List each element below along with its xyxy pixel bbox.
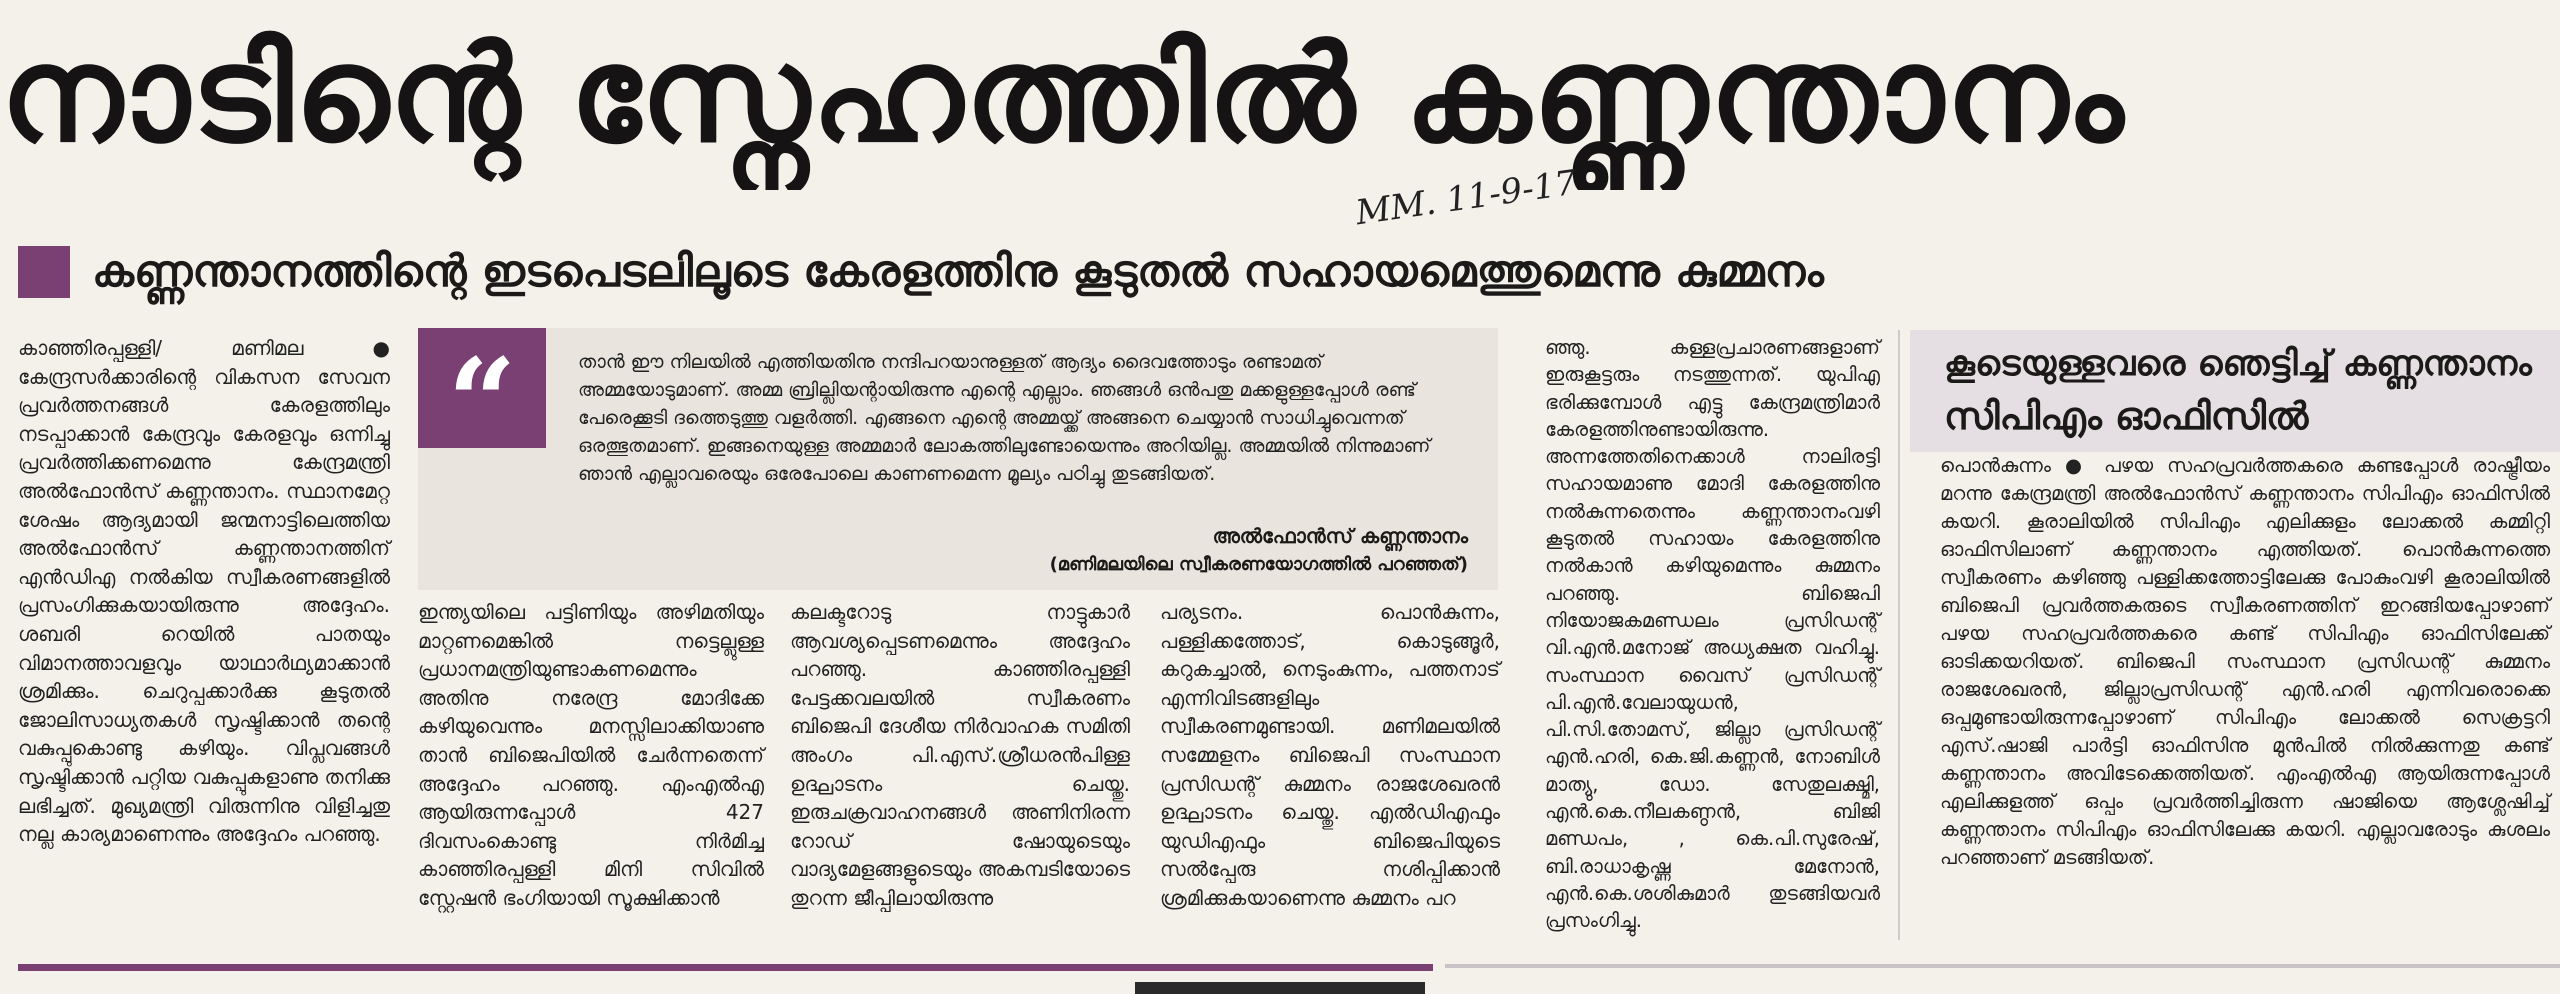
article-column-2-text: ഇന്ത്യയിലെ പട്ടിണിയും അഴിമതിയും മാറ്റണമെങ്കിൽ നട്ടെല്ലുള്ള പ്രധാനമന്ത്രിയുണ്ടാകണമെന്നും അതിനു നരേന്ദ്ര മോദിക്കേ കഴിയുവെന്നും മനസ്സിലാക്കിയാണു താൻ ബിജെപിയിൽ ചേർന്നതെന്ന് അദ്ദേഹം പറഞ്ഞു. എംഎൽഎ ആയിരുന്നപ്പോൾ 427 ദിവസംകൊണ്ടു നിർമിച്ച കാഞ്ഞിരപ്പള്ളി മിനി സിവിൽ സ്റ്റേഷൻ ഭംഗിയായി സൂക്ഷിക്കാൻ xyxy=(418,600,764,910)
sidebar-title-line-2: സിപിഎം ഓഫിസിൽ xyxy=(1944,394,2309,438)
sidebar-header xyxy=(1910,330,2560,452)
subheadline-marker xyxy=(18,246,70,298)
sidebar-body xyxy=(1940,452,2550,872)
handwritten-date-note: MM. 11-9-17 xyxy=(1353,162,1580,234)
bottom-rule-right xyxy=(1445,964,2560,968)
article-column-1-text: കാഞ്ഞിരപ്പള്ളി/ മണിമല ● കേന്ദ്രസർക്കാരിന്റെ വികസന സേവന പ്രവർത്തനങ്ങൾ കേരളത്തിലും നടപ്പാക്കാൻ കേന്ദ്രവും കേരളവും ഒന്നിച്ചു പ്രവർത്തിക്കണമെന്നു കേന്ദ്രമന്ത്രി അൽഫോൻസ് കണ്ണന്താനം. സ്ഥാനമേറ്റ ശേഷം ആദ്യമായി ജന്മനാട്ടിലെത്തിയ അൽഫോൻസ് കണ്ണന്താനത്തിന് എൻഡിഎ നൽകിയ സ്വീകരണങ്ങളിൽ പ്രസംഗിക്കുകയായിരുന്നു അദ്ദേഹം. ശബരി റെയിൽ പാതയും വിമാനത്താവളവും യാഥാർഥ്യമാക്കാൻ ശ്രമിക്കും. ചെറുപ്പക്കാർക്കു കൂടുതൽ ജോലിസാധ്യതകൾ സൃഷ്ടിക്കാൻ തന്റെ വകുപ്പുകൊണ്ടു കഴിയും. വിപ്ലവങ്ങൾ സൃഷ്ടിക്കാൻ പറ്റിയ വകുപ്പുകളാണു തനിക്കു ലഭിച്ചത്. മുഖ്യമന്ത്രി വിരുന്നിനു വിളിച്ചതു നല്ല കാര്യമാണെന്നും അദ്ദേഹം പറഞ്ഞു. xyxy=(18,336,390,847)
pull-quote-source: (മണിമലയിലെ സ്വീകരണയോഗത്തിൽ പറഞ്ഞത്) xyxy=(1049,554,1468,575)
sidebar-title-line-1: കൂടെയുള്ളവരെ ഞെട്ടിച്ച് കണ്ണന്താനം xyxy=(1944,344,2532,384)
article-column-1 xyxy=(18,334,390,849)
pull-quote-text: താൻ ഈ നിലയിൽ എത്തിയതിനു നന്ദിപറയാനുള്ളത് ആദ്യം ദൈവത്തോടും രണ്ടാമത് അമ്മയോടുമാണ്. അമ്മ ബ്രില്ലിയന്റായിരുന്നു എന്റെ എല്ലാം. ഞങ്ങൾ ഒൻപതു മക്കളുള്ളപ്പോൾ രണ്ട് പേരെക്കൂടി ദത്തെടുത്തു വളർത്തി. എങ്ങനെ എന്റെ അമ്മയ്ക്ക് അങ്ങനെ ചെയ്യാൻ സാധിച്ചുവെന്നത് ഒരത്ഭുതമാണ്. ഇങ്ങനെയുള്ള അമ്മമാർ ലോകത്തിലുണ്ടോയെന്നും അറിയില്ല. അമ്മയിൽ നിന്നുമാണ് ഞാൻ എല്ലാവരെയും ഒരേപോലെ കാണണമെന്ന മൂല്യം പഠിച്ചു തുടങ്ങിയത്. xyxy=(578,351,1431,485)
bottom-dark-block xyxy=(1135,982,1425,994)
article-column-3 xyxy=(790,598,1130,913)
article-column-4-top xyxy=(1545,334,1880,935)
article-column-4 xyxy=(1160,598,1500,913)
article-column-4-text: പര്യടനം. പൊൻകുന്നം, പള്ളിക്കത്തോട്, കൊടുങ്ങൂർ, കറുകച്ചാൽ, നെടുംകുന്നം, പത്തനാട് എന്നിവിടങ്ങളിലും സ്വീകരണമുണ്ടായി. മണിമലയിൽ സമ്മേളനം ബിജെപി സംസ്ഥാന പ്രസിഡന്റ് കുമ്മനം രാജശേഖരൻ ഉദ്ഘാടനം ചെയ്തു. എൽഡിഎഫും യുഡിഎഫും ബിജെപിയുടെ സൽപ്പേരു നശിപ്പിക്കാൻ ശ്രമിക്കുകയാണെന്നു കുമ്മനം പറ xyxy=(1160,600,1500,910)
headline: നാടിന്റെ സ്നേഹത്തിൽ കണ്ണന്താനം xyxy=(0,18,2126,172)
sidebar-body-text: പൊൻകുന്നം ● പഴയ സഹപ്രവർത്തകരെ കണ്ടപ്പോൾ രാഷ്ട്രീയം മറന്നു കേന്ദ്രമന്ത്രി അൽഫോൻസ് കണ്ണന്താനം സിപിഎം ഓഫിസിൽ കയറി. കൂരാലിയിൽ സിപിഎം എലിക്കുളം ലോക്കൽ കമ്മിറ്റി ഓഫിസിലാണ് കണ്ണന്താനം എത്തിയത്. പൊൻകുന്നത്തെ സ്വീകരണം കഴിഞ്ഞു പള്ളിക്കത്തോട്ടിലേക്കു പോകുംവഴി കൂരാലിയിൽ ബിജെപി പ്രവർത്തകരുടെ സ്വീകരണത്തിന് ഇറങ്ങിയപ്പോഴാണ് പഴയ സഹപ്രവർത്തകരെ കണ്ട് സിപിഎം ഓഫിസിലേക്ക് ഓടിക്കയറിയത്. ബിജെപി സംസ്ഥാന പ്രസിഡന്റ് കുമ്മനം രാജശേഖരൻ, ജില്ലാപ്രസിഡന്റ് എൻ.ഹരി എന്നിവരൊക്കെ ഒപ്പമുണ്ടായിരുന്നപ്പോഴാണ് സിപിഎം ലോക്കൽ സെക്രട്ടറി എസ്.ഷാജി പാർട്ടി ഓഫിസിനു മുൻപിൽ നിൽക്കുന്നതു കണ്ട് കണ്ണന്താനം അവിടേക്കെത്തിയത്. എംഎൽഎ ആയിരുന്നപ്പോൾ എലിക്കുളത്ത് ഒപ്പം പ്രവർത്തിച്ചിരുന്ന ഷാജിയെ ആശ്ലേഷിച്ച് കണ്ണന്താനം സിപിഎം ഓഫിസിലേക്കു കയറി. എല്ലാവരോടും കുശലം പറഞ്ഞാണ് മടങ്ങിയത്. xyxy=(1940,454,2550,869)
bottom-accent-rule xyxy=(18,964,1433,971)
column-divider xyxy=(1898,330,1900,940)
article-column-3-text: കലക്ടറോടു നാട്ടുകാർ ആവശ്യപ്പെടണമെന്നും അദ്ദേഹം പറഞ്ഞു. കാഞ്ഞിരപ്പള്ളി പേട്ടക്കവലയിൽ സ്വീകരണം ബിജെപി ദേശീയ നിർവാഹക സമിതി അംഗം പി.എസ്.ശ്രീധരൻപിള്ള ഉദ്ഘാടനം ചെയ്തു. ഇരുചക്രവാഹനങ്ങൾ അണിനിരന്ന റോഡ് ഷോയുടെയും വാദ്യമേളങ്ങളുടെയും അകമ്പടിയോടെ തുറന്ന ജീപ്പിലായിരുന്നു xyxy=(790,600,1130,910)
quote-mark-icon: “ xyxy=(418,328,546,448)
subheadline: കണ്ണന്താനത്തിന്റെ ഇടപെടലിലൂടെ കേരളത്തിനു കൂടുതൽ സഹായമെത്തുമെന്നു കുമ്മനം xyxy=(92,246,1824,297)
pull-quote-box xyxy=(418,328,1498,590)
article-column-2 xyxy=(418,598,764,913)
pull-quote-author: അൽഫോൻസ് കണ്ണന്താനം xyxy=(1212,524,1468,548)
article-column-4-top-text: ഞ്ഞു. കള്ളപ്രചാരണങ്ങളാണ് ഇരുകൂട്ടരും നടത്തുന്നത്. യുപിഎ ഭരിക്കുമ്പോൾ എട്ടു കേന്ദ്രമന്ത്രിമാർ കേരളത്തിനുണ്ടായിരുന്നു. അന്നത്തേതിനെക്കാൾ നാലിരട്ടി സഹായമാണു മോദി കേരളത്തിനു നൽകുന്നതെന്നും കണ്ണന്താനംവഴി കൂടുതൽ സഹായം കേരളത്തിനു നൽകാൻ കഴിയുമെന്നും കുമ്മനം പറഞ്ഞു. ബിജെപി നിയോജകമണ്ഡലം പ്രസിഡന്റ് വി.എൻ.മനോജ് അധ്യക്ഷത വഹിച്ചു. സംസ്ഥാന വൈസ് പ്രസിഡന്റ് പി.എൻ.വേലായുധൻ, പി.സി.തോമസ്, ജില്ലാ പ്രസിഡന്റ് എൻ.ഹരി, കെ.ജി.കണ്ണൻ, നോബിൾ മാത്യു, ഡോ. സേതുലക്ഷ്മി, എൻ.കെ.നീലകണ്ഠൻ, ബിജി മണ്ഡപം, , കെ.പി.സുരേഷ്, ബി.രാധാകൃഷ്ണ മേനോൻ, എൻ.കെ.ശശികുമാർ തുടങ്ങിയവർ പ്രസംഗിച്ചു. xyxy=(1545,336,1880,933)
subheadline-row xyxy=(18,242,2558,304)
